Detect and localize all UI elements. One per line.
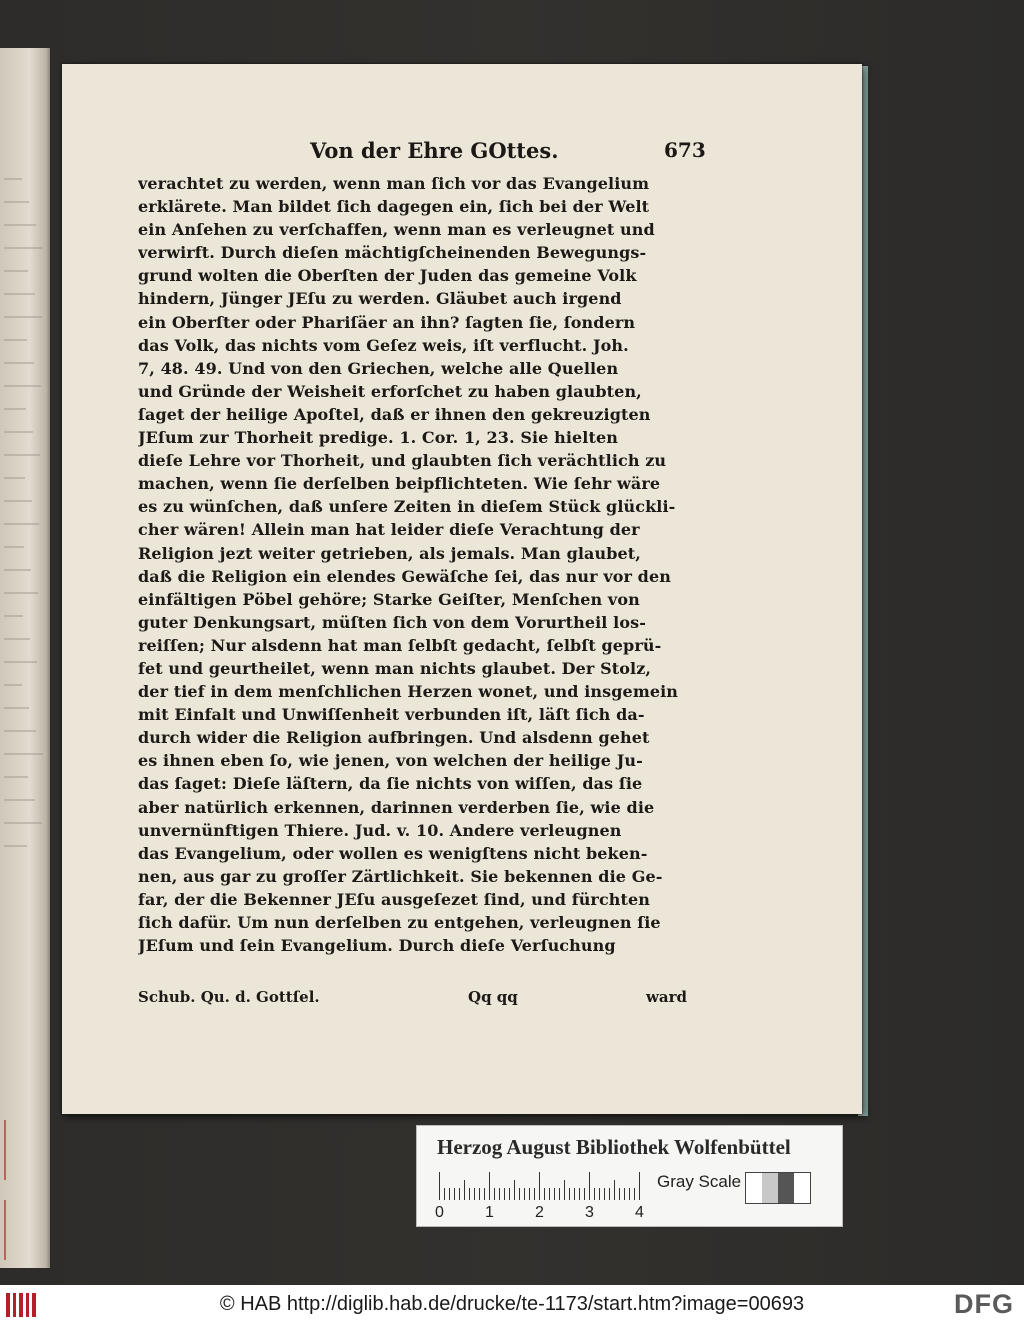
- ruler-tick: [589, 1172, 590, 1200]
- signature-mark: Qq qq: [468, 988, 518, 1006]
- gray-scale-label: Gray Scale: [657, 1172, 742, 1191]
- text-line: daß die Religion ein elendes Gewäſche ſei, das nur vor den: [138, 566, 671, 586]
- dfg-logo[interactable]: DFG: [954, 1289, 1014, 1319]
- ruler-tick: [509, 1188, 510, 1200]
- ruler-tick: [479, 1188, 480, 1200]
- text-line: JEſum zur Thorheit predige. 1. Cor. 1, 23. Sie hielten: [138, 428, 618, 448]
- text-line: far, der die Bekenner JEſu ausgeſezet ſind, und fürchten: [138, 889, 651, 909]
- text-line: fet und geurtheilet, wenn man nichts glaubet. Der Stolz,: [138, 658, 652, 678]
- text-line: und Gründe der Weisheit erforſchet zu haben glaubten,: [138, 381, 642, 401]
- ruler-tick: [574, 1188, 575, 1200]
- catchword: ward: [646, 988, 688, 1006]
- text-line: nen, aus gar zu groſſer Zärtlichkeit. Sie bekennen die Ge-: [138, 866, 663, 886]
- ruler-tick: [544, 1188, 545, 1200]
- ruler-number: 1: [485, 1204, 494, 1221]
- ruler-tick: [489, 1172, 490, 1200]
- ruler-number: 2: [535, 1204, 544, 1221]
- text-line: cher wären! Allein man hat leider dieſe Verachtung der: [138, 520, 640, 540]
- library-name: Herzog August Bibliothek Wolfenbüttel: [437, 1135, 791, 1159]
- gray-scale-swatch: [745, 1172, 811, 1204]
- text-line: durch wider die Religion aufbringen. Und alsdenn gehet: [138, 728, 650, 748]
- text-line: guter Denkungsart, müſten ſich von dem Vorurtheil los-: [138, 612, 646, 632]
- text-line: mit Einfalt und Unwiſſenheit verbunden iſt, läſt ſich da-: [138, 705, 645, 725]
- ruler-tick: [629, 1188, 630, 1200]
- color-scale-card: [416, 1125, 843, 1227]
- text-line: das Evangelium, oder wollen es wenigſtens nicht beken-: [138, 843, 648, 863]
- ruler-tick: [624, 1188, 625, 1200]
- text-line: ſaget der heilige Apoſtel, daß er ihnen den gekreuzigten: [138, 404, 651, 424]
- text-line: unvernünftigen Thiere. Jud. v. 10. Andere verleugnen: [138, 820, 622, 840]
- text-line: hindern, Jünger JEſu zu werden. Gläubet auch irgend: [138, 289, 622, 309]
- ruler-tick: [559, 1188, 560, 1200]
- ruler-tick: [609, 1188, 610, 1200]
- ruler-number: 0: [435, 1204, 444, 1221]
- ruler-tick: [584, 1188, 585, 1200]
- text-line: aber natürlich erkennen, darinnen verderben ſie, wie die: [138, 797, 655, 817]
- ruler-tick: [594, 1188, 595, 1200]
- ruler-tick: [504, 1188, 505, 1200]
- ruler-tick: [579, 1188, 580, 1200]
- ruler-tick: [519, 1188, 520, 1200]
- ruler-tick: [529, 1188, 530, 1200]
- centimeter-ruler: [439, 1172, 647, 1200]
- page-footer: [138, 988, 698, 1014]
- ruler-tick: [549, 1188, 550, 1200]
- ruler-tick: [524, 1188, 525, 1200]
- text-line: 7, 48. 49. Und von den Griechen, welche alle Quellen: [138, 358, 619, 378]
- ruler-tick: [614, 1180, 615, 1200]
- ruler-tick: [494, 1188, 495, 1200]
- running-head: Von der Ehre GOttes.: [310, 138, 559, 163]
- ruler-tick: [484, 1188, 485, 1200]
- ruler-tick: [474, 1188, 475, 1200]
- ruler-number: 4: [635, 1204, 644, 1221]
- ruler-tick: [539, 1172, 540, 1200]
- text-line: ſich dafür. Um nun derſelben zu entgehen, verleugnen ſie: [138, 913, 661, 932]
- text-line: ein Oberſter oder Phariſäer an ihn? ſagten ſie, ſondern: [138, 312, 636, 332]
- ruler-tick: [554, 1188, 555, 1200]
- ruler-tick: [454, 1188, 455, 1200]
- ruler-number: 3: [585, 1204, 594, 1221]
- text-line: verwirft. Durch dieſen mächtigſcheinenden Bewegungs-: [138, 243, 647, 263]
- text-line: es zu wünſchen, daß unſere Zeiten in dieſem Stück glückli-: [138, 497, 676, 517]
- page-number: 673: [664, 138, 706, 162]
- ruler-tick: [459, 1188, 460, 1200]
- body-text: [138, 172, 706, 957]
- text-line: reiſſen; Nur alsdenn hat man ſelbſt gedacht, ſelbſt geprü-: [138, 635, 662, 655]
- ruler-tick: [534, 1188, 535, 1200]
- copyright-link[interactable]: © HAB http://diglib.hab.de/drucke/te-1173/start.htm?image=00693: [219, 1293, 805, 1315]
- bottom-bar: [0, 1285, 1024, 1325]
- ruler-tick: [444, 1188, 445, 1200]
- text-line: dieſe Lehre vor Thorheit, und glaubten ſich verächtlich zu: [138, 451, 667, 471]
- ruler-tick: [569, 1188, 570, 1200]
- text-line: Religion jezt weiter getrieben, als jemals. Man glaubet,: [138, 543, 641, 563]
- ruler-tick: [439, 1172, 440, 1200]
- text-line: ein Anſehen zu verſchaffen, wenn man es verleugnet und: [138, 220, 655, 240]
- ruler-tick: [619, 1188, 620, 1200]
- text-line: machen, wenn ſie derſelben beipflichteten. Wie ſehr wäre: [138, 474, 661, 494]
- ruler-tick: [634, 1188, 635, 1200]
- text-line: das Volk, das nichts vom Geſez weis, iſt verflucht. Joh.: [138, 335, 629, 355]
- text-line: das ſaget: Dieſe läſtern, da ſie nichts von wiſſen, das ſie: [138, 774, 643, 794]
- ruler-tick: [499, 1188, 500, 1200]
- text-line: einfältigen Pöbel gehöre; Starke Geiſter, Menſchen von: [138, 589, 640, 609]
- ruler-tick: [639, 1172, 640, 1200]
- text-line: verachtet zu werden, wenn man ſich vor das Evangelium: [138, 174, 650, 193]
- text-line: es ihnen eben ſo, wie jenen, von welchen der heilige Ju-: [138, 751, 643, 771]
- text-line: erklärete. Man bildet ſich dagegen ein, ſich bei der Welt: [138, 197, 650, 217]
- ruler-tick: [514, 1180, 515, 1200]
- ruler-tick: [469, 1188, 470, 1200]
- text-line: der tief in dem menſchlichen Herzen wonet, und insgemein: [138, 682, 679, 702]
- text-line: JEſum und ſein Evangelium. Durch dieſe Verſuchung: [138, 936, 616, 956]
- previous-page-edge: [0, 48, 50, 1268]
- footer-title: Schub. Qu. d. Gottſel.: [138, 988, 320, 1006]
- ruler-tick: [599, 1188, 600, 1200]
- ruler-tick: [604, 1188, 605, 1200]
- ruler-tick: [449, 1188, 450, 1200]
- ruler-tick: [464, 1180, 465, 1200]
- text-line: grund wolten die Oberſten der Juden das gemeine Volk: [138, 266, 637, 286]
- ruler-tick: [564, 1180, 565, 1200]
